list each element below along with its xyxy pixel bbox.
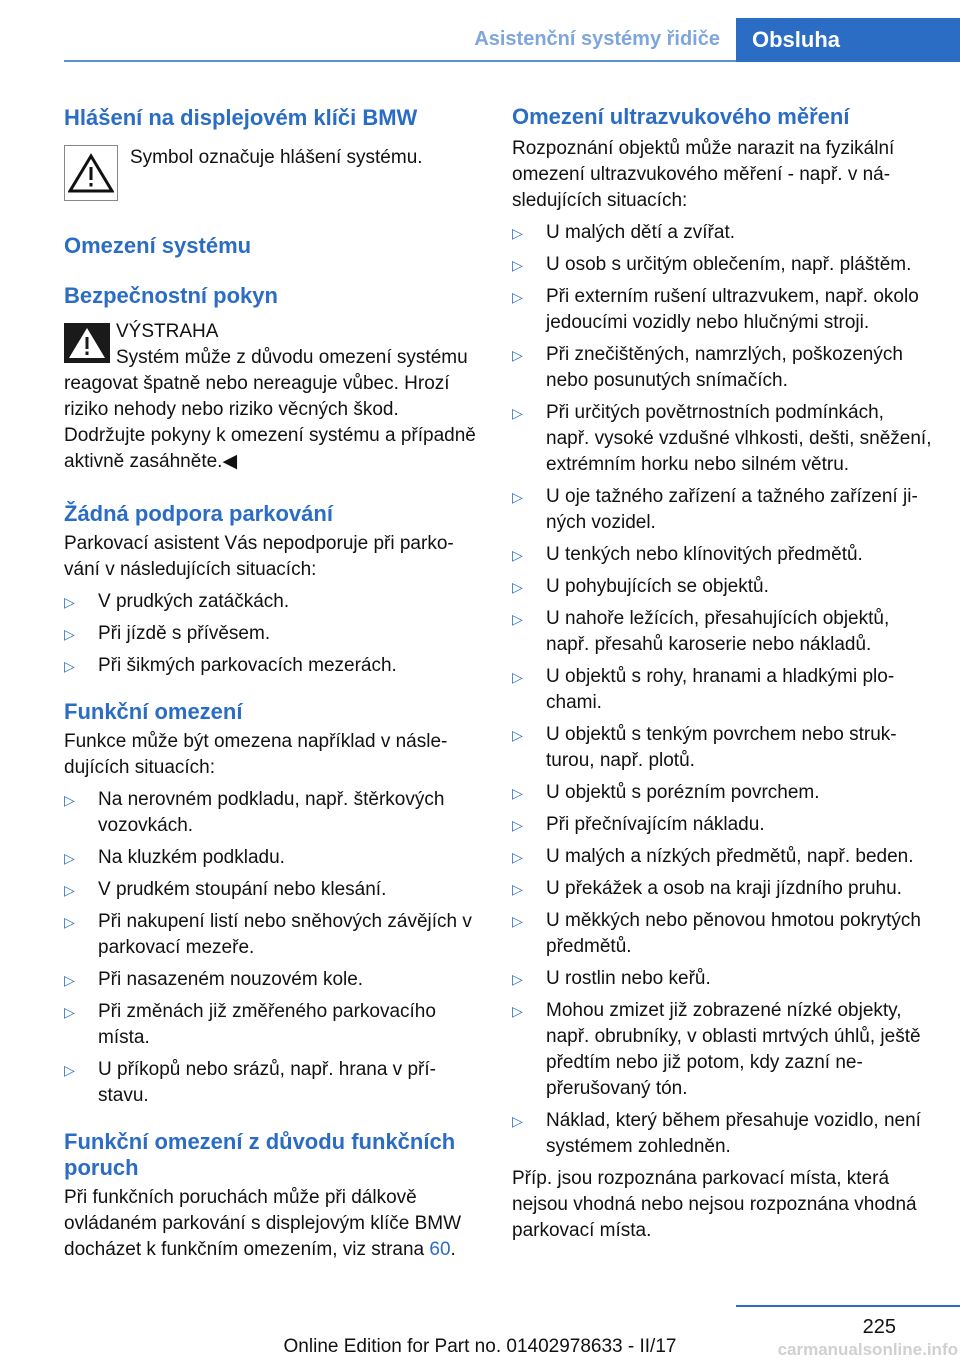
bullet-triangle-icon: ▷ [512, 881, 523, 897]
footer-rule [736, 1305, 960, 1307]
right-column [512, 100, 932, 1244]
bullet-triangle-icon: ▷ [512, 971, 523, 987]
list-item: ▷ Při nasazeném nouzovém kole. [64, 967, 478, 993]
list-item: ▷ U příkopů nebo srázů, např. hrana v přístavu. [64, 1059, 436, 1106]
list-item: ▷ U malých dětí a zvířat. [512, 220, 932, 246]
key-symbol-block [64, 145, 478, 205]
bullet-triangle-icon: ▷ [512, 489, 523, 505]
list-item: ▷ Při externím rušení ultrazvukem, např. okolo jedoucími vozidly nebo hlučnými stroji. [512, 286, 919, 333]
bullet-triangle-icon: ▷ [64, 1062, 75, 1078]
warning-block [64, 319, 478, 475]
bullet-triangle-icon: ▷ [512, 611, 523, 627]
heading-no-parking-assist: Žádná podpora parkování [64, 501, 333, 526]
functional-limits-intro: Funkce může být omezena například v následujících situacích: [64, 731, 448, 778]
bullet-triangle-icon: ▷ [512, 913, 523, 929]
bullet-triangle-icon: ▷ [512, 405, 523, 421]
fault-text: Při funkčních poruchách může při dálkově ovládaném parkování s displejovým klíče BMW docházet k funkčním omezením, viz strana 60. [64, 1187, 462, 1260]
bullet-triangle-icon: ▷ [512, 289, 523, 305]
no-assist-intro: Parkovací asistent Vás nepodporuje při parkování v následujících situacích: [64, 533, 454, 580]
list-item: ▷ U rostlin nebo keřů. [512, 966, 932, 992]
ultrasonic-list [512, 220, 932, 1160]
heading-safety-note: Bezpečnostní pokyn [64, 283, 278, 308]
list-item: ▷ Při jízdě s přívěsem. [64, 621, 478, 647]
bullet-triangle-icon: ▷ [512, 347, 523, 363]
list-item: ▷ Při přečnívajícím nákladu. [512, 812, 932, 838]
heading-system-limits: Omezení systému [64, 233, 252, 258]
edition-footer: Online Edition for Part no. 01402978633 - II/17 [283, 1336, 677, 1357]
list-item: ▷ U překážek a osob na kraji jízdního pruhu. [512, 876, 932, 902]
list-item: ▷ U měkkých nebo pěnovou hmotou pokrytých předmětů. [512, 910, 921, 957]
bullet-triangle-icon: ▷ [512, 547, 523, 563]
list-item: ▷ Při změnách již změřeného parkovacího místa. [64, 1001, 436, 1048]
page-reference-link[interactable]: 60 [429, 1239, 451, 1260]
list-item: ▷ Při nakupení listí nebo sněhových závějích v parkovací mezeře. [64, 911, 472, 958]
list-item: ▷ Při šikmých parkovacích mezerách. [64, 653, 478, 679]
bullet-triangle-icon: ▷ [512, 579, 523, 595]
page-header [0, 0, 960, 62]
list-item: ▷ U oje tažného zařízení a tažného zařízení jiných vozidel. [512, 486, 918, 533]
list-item: ▷ U objektů s porézním povrchem. [512, 780, 932, 806]
list-item: ▷ Mohou zmizet již zobrazené nízké objekty, např. obrubníky, v oblasti mrtvých úhlů, ještě předtím nebo již potom, kdy zazní nepřerušovaný tón. [512, 1000, 921, 1099]
bullet-triangle-icon: ▷ [64, 626, 75, 642]
heading-key-messages: Hlášení na displejovém klíči BMW [64, 105, 418, 130]
ultrasonic-intro: Rozpoznání objektů může narazit na fyzikální omezení ultrazvukového měření - např. v následujících situacích: [512, 138, 895, 211]
warning-triangle-outline-icon [64, 145, 118, 201]
ultrasonic-outro: Příp. jsou rozpoznána parkovací místa, která nejsou vhodná nebo nejsou rozpoznána vhodná parkovací místa. [512, 1168, 917, 1241]
bullet-triangle-icon: ▷ [512, 669, 523, 685]
bullet-triangle-icon: ▷ [512, 225, 523, 241]
key-symbol-text: Symbol označuje hlášení systému. [130, 147, 423, 168]
bullet-triangle-icon: ▷ [64, 850, 75, 866]
bullet-triangle-icon: ▷ [64, 972, 75, 988]
page-number: 225 [862, 1316, 896, 1338]
list-item: ▷ Při určitých povětrnostních podmínkách, např. vysoké vzdušné vlhkosti, dešti, sněžení, extrémním horku nebo silném větru. [512, 402, 932, 475]
list-item: ▷ V prudkém stoupání nebo klesání. [64, 877, 478, 903]
list-item: ▷ U nahoře ležících, přesahujících objektů, např. přesahů karoserie nebo nákladů. [512, 608, 890, 655]
bullet-triangle-icon: ▷ [512, 1003, 523, 1019]
header-tab: Obsluha [736, 18, 960, 62]
heading-fault-limits: Funkční omezení z důvodu funkčních poruch [64, 1129, 456, 1180]
bullet-triangle-icon: ▷ [64, 594, 75, 610]
heading-functional-limits: Funkční omezení [64, 699, 243, 724]
list-item: ▷ Náklad, který během přesahuje vozidlo, není systémem zohledněn. [512, 1110, 921, 1157]
bullet-triangle-icon: ▷ [512, 817, 523, 833]
list-item: ▷ U objektů s tenkým povrchem nebo strukturou, např. plotů. [512, 724, 897, 771]
functional-limits-list [64, 787, 478, 1109]
warning-text: Systém může z důvodu omezení systému reagovat špatně nebo nereaguje vůbec. Hrozí riziko nehody nebo riziko věcných škod. Dodržujte pokyny k omezení systému a případně aktivně zasáhněte.◀ [64, 347, 476, 472]
bullet-triangle-icon: ▷ [64, 882, 75, 898]
list-item: ▷ U pohybujících se objektů. [512, 574, 932, 600]
list-item: ▷ U objektů s rohy, hranami a hladkými plochami. [512, 666, 895, 713]
bullet-triangle-icon: ▷ [512, 849, 523, 865]
bullet-triangle-icon: ▷ [512, 1113, 523, 1129]
list-item: ▷ V prudkých zatáčkách. [64, 589, 478, 615]
left-column [64, 100, 478, 1263]
list-item: ▷ U tenkých nebo klínovitých předmětů. [512, 542, 932, 568]
list-item: ▷ U osob s určitým oblečením, např. pláštěm. [512, 252, 932, 278]
warning-label: VÝSTRAHA [116, 321, 219, 342]
bullet-triangle-icon: ▷ [64, 792, 75, 808]
bullet-triangle-icon: ▷ [512, 257, 523, 273]
bullet-triangle-icon: ▷ [64, 914, 75, 930]
bullet-triangle-icon: ▷ [512, 727, 523, 743]
list-item: ▷ Na nerovném podkladu, např. štěrkových vozovkách. [64, 789, 445, 836]
watermark: carmanualsonline.info [777, 1340, 958, 1359]
list-item: ▷ Při znečištěných, namrzlých, poškozených nebo posunutých snímačích. [512, 344, 903, 391]
header-rule [64, 60, 736, 62]
bullet-triangle-icon: ▷ [64, 1004, 75, 1020]
heading-ultrasonic-limits: Omezení ultrazvukového měření [512, 104, 850, 129]
warning-triangle-icon [64, 323, 110, 363]
list-item: ▷ Na kluzkém podkladu. [64, 845, 478, 871]
header-section-title: Asistenční systémy řidiče [474, 28, 720, 50]
list-item: ▷ U malých a nízkých předmětů, např. beden. [512, 844, 932, 870]
no-assist-list [64, 589, 478, 679]
bullet-triangle-icon: ▷ [64, 658, 75, 674]
bullet-triangle-icon: ▷ [512, 785, 523, 801]
